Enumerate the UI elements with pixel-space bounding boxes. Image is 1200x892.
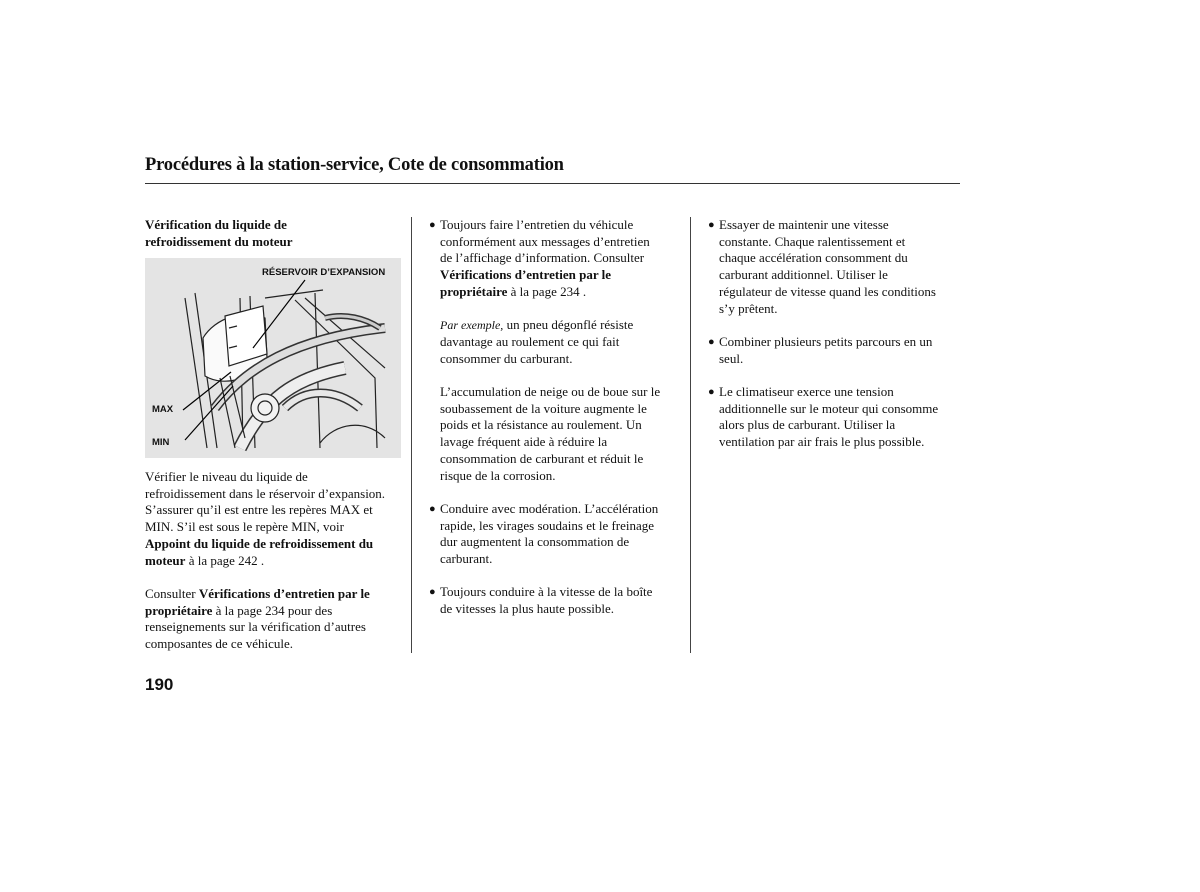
column-divider-2 — [690, 217, 691, 653]
column-3 — [708, 217, 960, 451]
tip-maintenance: ● Toujours faire l’entretien du véhicule conformément aux messages d’entretien de l’affichage d’information. Consulter Vérifications d’entretien par le propriétaire à la page 234 . — [429, 217, 687, 301]
tip-high-gear: ● Toujours conduire à la vitesse de la boîte de vitesses la plus haute possible. — [429, 584, 653, 617]
title-rule — [145, 183, 960, 184]
tip-moderate-driving: ● Conduire avec modération. L’accélération rapide, les virages soudains et le freinage dur augmentent la consommation de carburant. — [429, 500, 659, 567]
coolant-refill-reference-end: moteur — [145, 552, 186, 568]
column-divider-1 — [411, 217, 412, 653]
coolant-check-text — [145, 469, 407, 653]
label-min: MIN — [152, 437, 170, 448]
text-line: refroidissement dans le réservoir d’expansion. — [145, 485, 386, 501]
column-1 — [145, 217, 407, 250]
engine-bay-drawing — [145, 258, 401, 458]
page-reference: à la page 242 . — [185, 552, 265, 568]
bullet-icon: ● — [708, 219, 715, 231]
coolant-reservoir-illustration — [145, 258, 401, 458]
text-line — [145, 553, 407, 570]
section-heading-line2: refroidissement du moteur — [145, 233, 293, 249]
owner-maintenance-reference-end: propriétaire — [145, 602, 213, 618]
text-line: S’assurer qu’il est entre les repères MAX et — [145, 502, 373, 518]
page-title: Procédures à la station-service, Cote de consommation — [145, 155, 564, 175]
bullet-icon: ● — [429, 219, 436, 231]
page-reference: à la page 234 . — [507, 283, 587, 299]
text-line: Vérifier le niveau du liquide de — [145, 469, 308, 484]
coolant-refill-reference: Appoint du liquide de refroidissement du — [145, 535, 374, 551]
bullet-icon: ● — [708, 335, 715, 348]
bullet-icon: ● — [429, 586, 436, 599]
section-heading-line1: Vérification du liquide de — [145, 217, 287, 232]
tip-example: Par exemple, un pneu dégonflé résiste davantage au roulement ce qui fait consommer du carburant. — [440, 317, 634, 366]
tip-combine-trips: ● Combiner plusieurs petits parcours en un seul. — [708, 333, 933, 366]
page-reference: à la page 234 pour des — [212, 602, 333, 618]
bullet-icon: ● — [429, 502, 436, 515]
tip-air-conditioning: ● Le climatiseur exerce une tension additionnelle sur le moteur qui consomme alors plus de carburant. Utiliser la ventilation par air frais le plus possible. — [708, 384, 939, 450]
tip-constant-speed: ● Essayer de maintenir une vitesse constante. Chaque ralentissement et chaque accélération consomment du carburant additionnel. Utiliser le régulateur de vitesse quand les conditions s’y prêtent. — [708, 217, 936, 316]
text-line: MIN. S’il est sous le repère MIN, voir — [145, 519, 344, 535]
owner-maintenance-reference-end: propriétaire — [440, 283, 508, 299]
tip-snow: L’accumulation de neige ou de boue sur le soubassement de la voiture augmente le poids et la résistance au roulement. Un lavage fréquent aide à réduire la consommation de carburant et réduit le risque de la corrosion. — [440, 384, 661, 483]
text-line — [145, 603, 407, 620]
label-expansion-reservoir: RÉSERVOIR D’EXPANSION — [262, 267, 386, 278]
page-number: 190 — [145, 675, 174, 694]
text-line: composantes de ce véhicule. — [145, 636, 293, 652]
bullet-icon: ● — [708, 386, 715, 398]
text-line: Consulter Vérifications d’entretien par le — [145, 585, 370, 601]
owner-maintenance-reference: Vérifications d’entretien par le — [440, 267, 612, 283]
column-2 — [429, 217, 687, 618]
text-line: renseignements sur la vérification d’autres — [145, 619, 366, 635]
owner-maintenance-reference: Vérifications d’entretien par le — [198, 585, 370, 601]
label-max: MAX — [152, 404, 174, 415]
